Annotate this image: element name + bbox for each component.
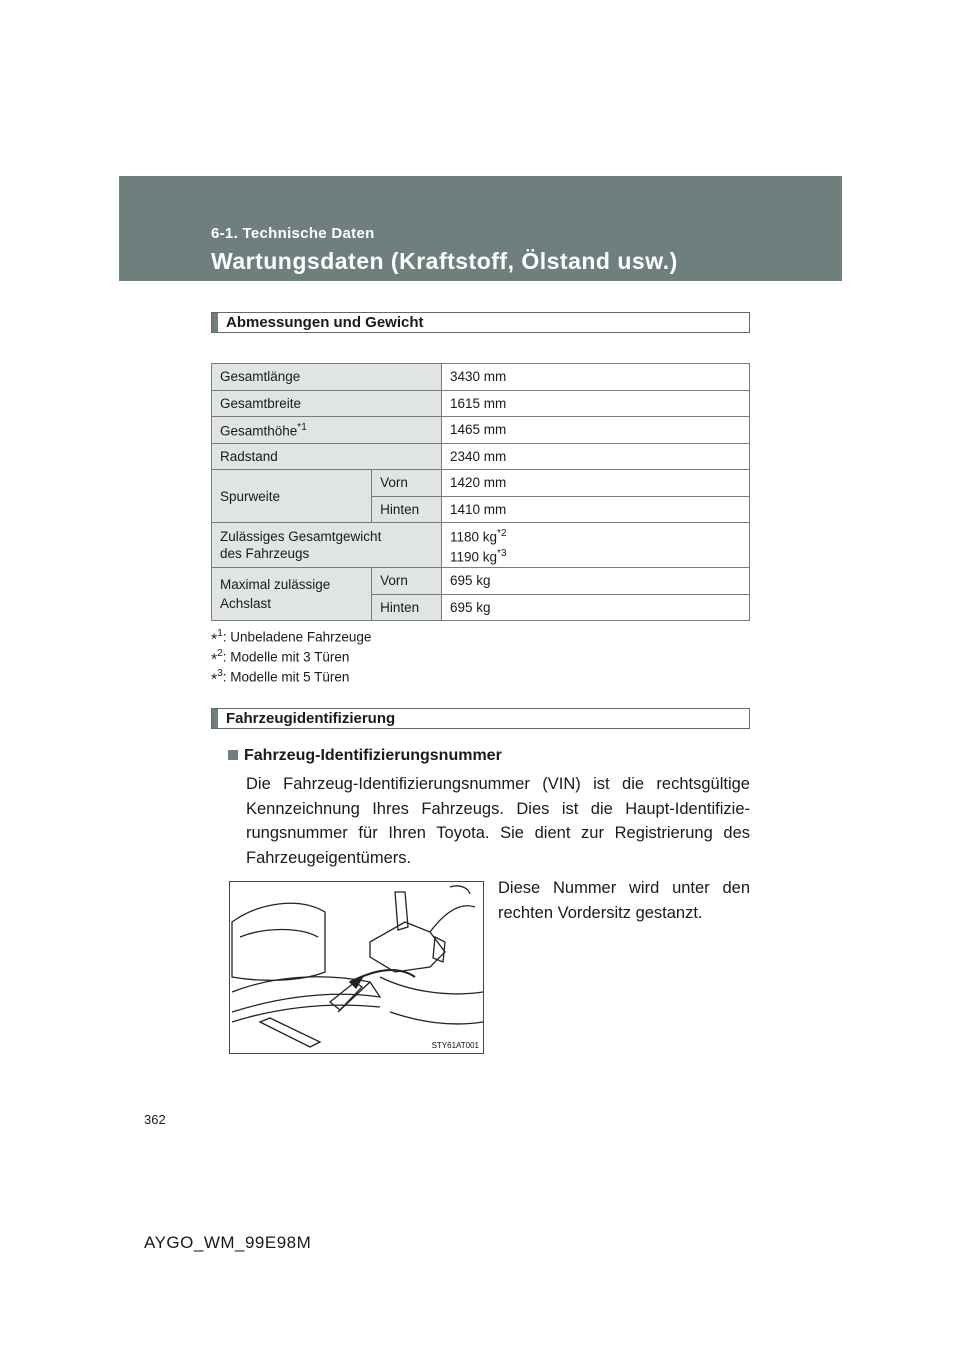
axle-load-label-1: Maximal zulässige: [220, 577, 331, 592]
row-label: Gesamtlänge: [212, 364, 442, 391]
axle-load-label-2: Achslast: [220, 596, 272, 611]
table-row: [212, 390, 750, 417]
row-value: 1420 mm: [442, 470, 750, 497]
row-label: Radstand: [212, 443, 442, 470]
vin-paragraph: Die Fahrzeug-Identifizierungsnummer (VIN) ist die rechtsgültige Kennzeichnung Ihres Fahrzeugs. Dies ist die Haupt-Identifizie-rungsnummer für Ihren Toyota. Sie dient zur Registrierung des Fahrzeugeigentümers.: [246, 775, 750, 867]
table-row: [212, 364, 750, 391]
gross-weight-value-2: 1190 kg: [450, 549, 498, 565]
table-row: [212, 523, 750, 568]
section-subtitle: 6-1. Technische Daten: [211, 225, 375, 242]
table-row: [212, 470, 750, 497]
gross-weight-value-1: 1180 kg: [450, 529, 498, 544]
dimensions-heading-label: Abmessungen und Gewicht: [226, 314, 424, 331]
footnote-3: *$^3$: Modelle mit 5 Türen: [211, 668, 350, 689]
sub-label: Hinten: [372, 496, 442, 523]
sub-label: Hinten: [372, 594, 442, 621]
row-label: [212, 568, 372, 621]
row-value: 2340 mm: [442, 443, 750, 470]
row-value: 1410 mm: [442, 496, 750, 523]
identification-heading: [211, 708, 750, 729]
row-value: [442, 523, 750, 568]
vin-location-paragraph: Diese Nummer wird unter den rechten Vordersitz gestanzt.: [498, 879, 750, 922]
row-label: Spurweite: [212, 470, 372, 523]
row-value: 695 kg: [442, 594, 750, 621]
row-value: 3430 mm: [442, 364, 750, 391]
row-value: 1465 mm: [442, 417, 750, 444]
height-label: Gesamthöhe: [220, 423, 298, 438]
heading-bar: [212, 709, 218, 728]
gross-weight-label-1: Zulässiges Gesamtgewicht: [220, 529, 382, 544]
gross-weight-label-2: des Fahrzeugs: [220, 546, 310, 561]
document-code: AYGO_WM_99E98M: [144, 1233, 312, 1252]
sub-label: Vorn: [372, 470, 442, 497]
table-row: [212, 417, 750, 444]
square-bullet-icon: [228, 750, 238, 760]
row-value: 695 kg: [442, 568, 750, 595]
table-row: [212, 443, 750, 470]
dimensions-heading: [211, 312, 750, 333]
dimensions-table: [211, 363, 750, 621]
footnote-1: *$^1$: Unbeladene Fahrzeuge: [211, 628, 372, 649]
footnote-2: *$^2$: Modelle mit 3 Türen: [211, 648, 350, 669]
row-label: [212, 523, 442, 568]
table-row: [212, 568, 750, 595]
vin-location-figure: [229, 881, 484, 1054]
footnote-ref: *1: [297, 421, 307, 433]
footnote-ref: *2: [497, 527, 507, 539]
row-label: [212, 417, 442, 444]
row-value: 1615 mm: [442, 390, 750, 417]
footnote-ref: *3: [497, 548, 507, 559]
vin-subheading: [228, 747, 502, 765]
section-title: Wartungsdaten (Kraftstoff, Ölstand usw.): [211, 248, 678, 274]
sub-label: Vorn: [372, 568, 442, 595]
row-label: Gesamtbreite: [212, 390, 442, 417]
page-number: 362: [144, 1112, 166, 1127]
figure-code: STY61AT001: [431, 1041, 479, 1050]
vin-subheading-label: Fahrzeug-Identifizierungsnummer: [244, 747, 502, 764]
identification-heading-label: Fahrzeugidentifizierung: [226, 710, 396, 727]
header-band: [119, 176, 842, 281]
heading-bar: [212, 313, 218, 332]
seat-illustration: [230, 882, 483, 1053]
